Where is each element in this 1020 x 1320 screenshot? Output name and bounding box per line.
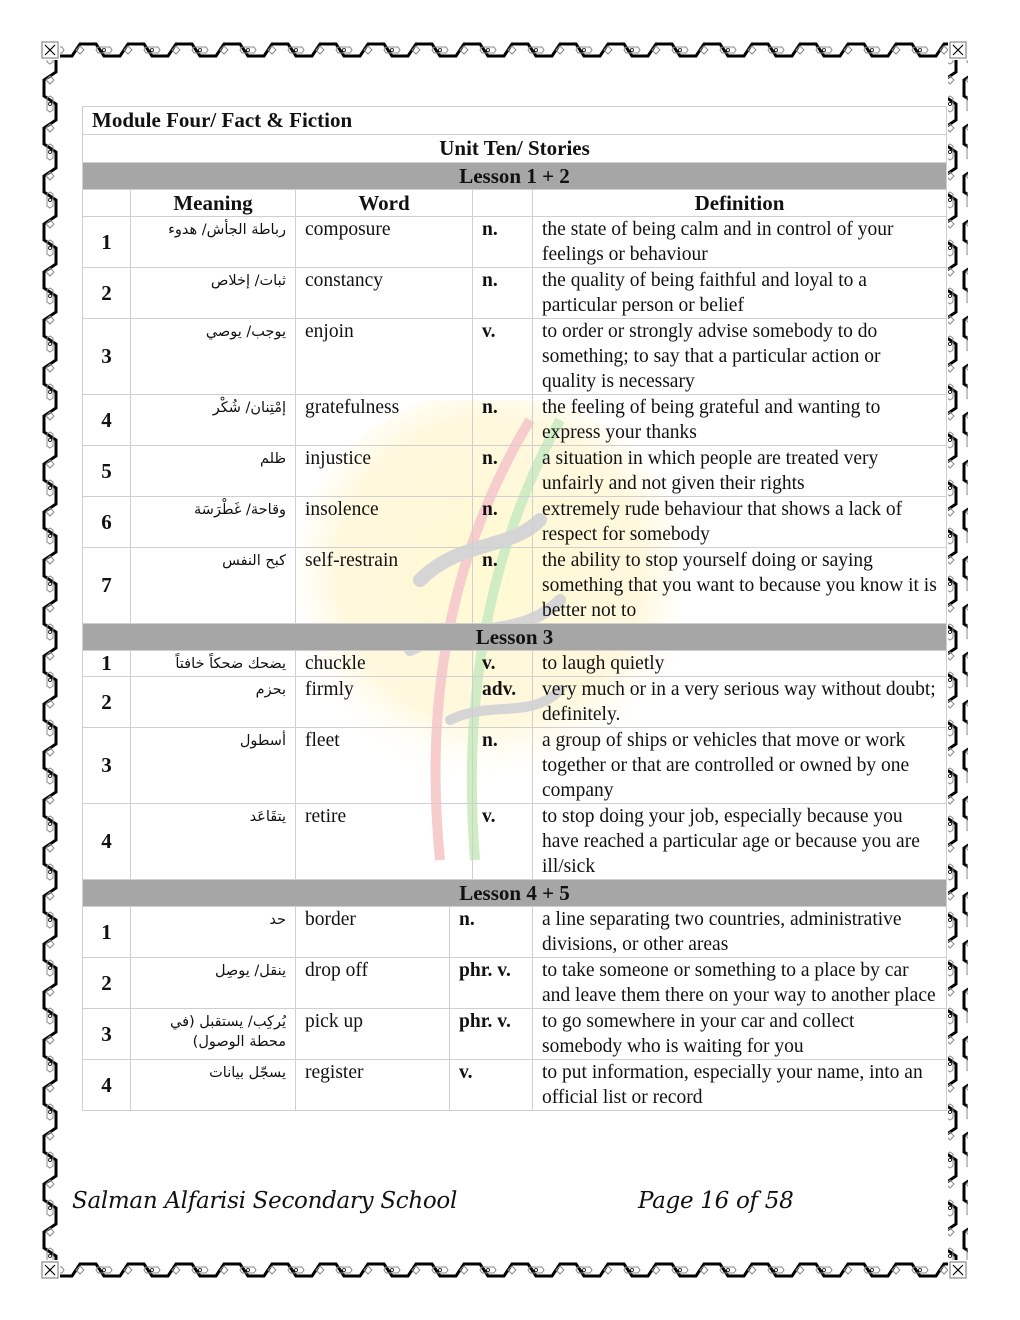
row-number: 4 bbox=[83, 395, 131, 446]
arabic-meaning: ظلم bbox=[131, 446, 296, 497]
lesson-header-row bbox=[83, 880, 947, 907]
word: chuckle bbox=[296, 651, 473, 677]
lesson-header-row bbox=[83, 624, 947, 651]
lesson-title: Lesson 3 bbox=[83, 624, 947, 651]
row-number: 3 bbox=[83, 319, 131, 395]
definition: a group of ships or vehicles that move or work together or that are controlled or owned by one company bbox=[533, 728, 947, 804]
part-of-speech: v. bbox=[450, 1060, 533, 1111]
definition: a situation in which people are treated very unfairly and not given their rights bbox=[533, 446, 947, 497]
row-number: 2 bbox=[83, 958, 131, 1009]
vocabulary-table bbox=[82, 106, 947, 1111]
word: gratefulness bbox=[296, 395, 473, 446]
row-number: 3 bbox=[83, 1009, 131, 1060]
part-of-speech: n. bbox=[450, 907, 533, 958]
part-of-speech: n. bbox=[473, 548, 533, 624]
word: self-restrain bbox=[296, 548, 473, 624]
lesson-title: Lesson 1 + 2 bbox=[83, 163, 947, 190]
arabic-meaning: كبح النفس bbox=[131, 548, 296, 624]
part-of-speech: n. bbox=[473, 446, 533, 497]
arabic-meaning: يضحك ضحكاً خافتاً bbox=[131, 651, 296, 677]
definition: the quality of being faithful and loyal to a particular person or belief bbox=[533, 268, 947, 319]
arabic-meaning: حد bbox=[131, 907, 296, 958]
part-of-speech: phr. v. bbox=[450, 1009, 533, 1060]
vocabulary-row bbox=[83, 446, 947, 497]
row-number: 7 bbox=[83, 548, 131, 624]
part-of-speech: v. bbox=[473, 651, 533, 677]
definition: the ability to stop yourself doing or saying something that you want to because you know it is better not to bbox=[533, 548, 947, 624]
vocabulary-row bbox=[83, 1009, 947, 1060]
vocabulary-row bbox=[83, 497, 947, 548]
word: composure bbox=[296, 217, 473, 268]
definition: to order or strongly advise somebody to do something; to say that a particular action or quality is necessary bbox=[533, 319, 947, 395]
word: injustice bbox=[296, 446, 473, 497]
definition: the state of being calm and in control of your feelings or behaviour bbox=[533, 217, 947, 268]
definition: very much or in a very serious way without doubt; definitely. bbox=[533, 677, 947, 728]
definition: a line separating two countries, administrative divisions, or other areas bbox=[533, 907, 947, 958]
part-of-speech: v. bbox=[473, 804, 533, 880]
word: border bbox=[296, 907, 450, 958]
header-definition: Definition bbox=[533, 190, 947, 217]
part-of-speech: n. bbox=[473, 728, 533, 804]
unit-title-row bbox=[83, 135, 947, 163]
column-header-row bbox=[83, 190, 947, 217]
vocabulary-row bbox=[83, 319, 947, 395]
footer-page-number: Page 16 of 58 bbox=[638, 1188, 794, 1214]
part-of-speech: n. bbox=[473, 395, 533, 446]
lesson-header-row bbox=[83, 163, 947, 190]
arabic-meaning: إمْتِنان/ شُكْر bbox=[131, 395, 296, 446]
lesson-title: Lesson 4 + 5 bbox=[83, 880, 947, 907]
word: drop off bbox=[296, 958, 450, 1009]
footer-school-name: Salman Alfarisi Secondary School bbox=[72, 1188, 458, 1214]
unit-title: Unit Ten/ Stories bbox=[83, 135, 947, 163]
arabic-meaning: ينقل/ يوصِل bbox=[131, 958, 296, 1009]
header-pos bbox=[473, 190, 533, 217]
module-title-row bbox=[83, 107, 947, 135]
arabic-meaning: يسجّل بيانات bbox=[131, 1060, 296, 1111]
part-of-speech: phr. v. bbox=[450, 958, 533, 1009]
row-number: 2 bbox=[83, 677, 131, 728]
arabic-meaning: ثبات/ إخلاص bbox=[131, 268, 296, 319]
row-number: 3 bbox=[83, 728, 131, 804]
vocabulary-row bbox=[83, 395, 947, 446]
word: enjoin bbox=[296, 319, 473, 395]
definition: to put information, especially your name, into an official list or record bbox=[533, 1060, 947, 1111]
row-number: 1 bbox=[83, 907, 131, 958]
header-word: Word bbox=[296, 190, 473, 217]
row-number: 6 bbox=[83, 497, 131, 548]
definition: extremely rude behaviour that shows a lack of respect for somebody bbox=[533, 497, 947, 548]
arabic-meaning: يتقَاعَد bbox=[131, 804, 296, 880]
vocabulary-row bbox=[83, 728, 947, 804]
vocabulary-row bbox=[83, 958, 947, 1009]
row-number: 5 bbox=[83, 446, 131, 497]
vocabulary-row bbox=[83, 268, 947, 319]
arabic-meaning: يوجب/ يوصي bbox=[131, 319, 296, 395]
vocabulary-row bbox=[83, 907, 947, 958]
part-of-speech: n. bbox=[473, 268, 533, 319]
word: firmly bbox=[296, 677, 473, 728]
vocabulary-row bbox=[83, 548, 947, 624]
header-number bbox=[83, 190, 131, 217]
vocabulary-row bbox=[83, 804, 947, 880]
definition: to laugh quietly bbox=[533, 651, 947, 677]
definition: the feeling of being grateful and wanting to express your thanks bbox=[533, 395, 947, 446]
part-of-speech: v. bbox=[473, 319, 533, 395]
part-of-speech: n. bbox=[473, 217, 533, 268]
word: pick up bbox=[296, 1009, 450, 1060]
vocabulary-row bbox=[83, 1060, 947, 1111]
definition: to take someone or something to a place by car and leave them there on your way to another place bbox=[533, 958, 947, 1009]
row-number: 4 bbox=[83, 804, 131, 880]
arabic-meaning: يُركِب/ يستقبل (في محطة الوصول) bbox=[131, 1009, 296, 1060]
row-number: 1 bbox=[83, 217, 131, 268]
part-of-speech: adv. bbox=[473, 677, 533, 728]
word: insolence bbox=[296, 497, 473, 548]
row-number: 1 bbox=[83, 651, 131, 677]
part-of-speech: n. bbox=[473, 497, 533, 548]
header-meaning: Meaning bbox=[131, 190, 296, 217]
word: register bbox=[296, 1060, 450, 1111]
definition: to stop doing your job, especially because you have reached a particular age or because you are ill/sick bbox=[533, 804, 947, 880]
row-number: 2 bbox=[83, 268, 131, 319]
row-number: 4 bbox=[83, 1060, 131, 1111]
word: retire bbox=[296, 804, 473, 880]
arabic-meaning: أسطول bbox=[131, 728, 296, 804]
word: constancy bbox=[296, 268, 473, 319]
arabic-meaning: بحزم bbox=[131, 677, 296, 728]
vocabulary-row bbox=[83, 217, 947, 268]
module-title: Module Four/ Fact & Fiction bbox=[83, 107, 947, 135]
vocabulary-row bbox=[83, 677, 947, 728]
word: fleet bbox=[296, 728, 473, 804]
arabic-meaning: وقاحة/ غَطْرَسَة bbox=[131, 497, 296, 548]
vocabulary-row bbox=[83, 651, 947, 677]
arabic-meaning: رباطة الجأش/ هدوء bbox=[131, 217, 296, 268]
definition: to go somewhere in your car and collect somebody who is waiting for you bbox=[533, 1009, 947, 1060]
